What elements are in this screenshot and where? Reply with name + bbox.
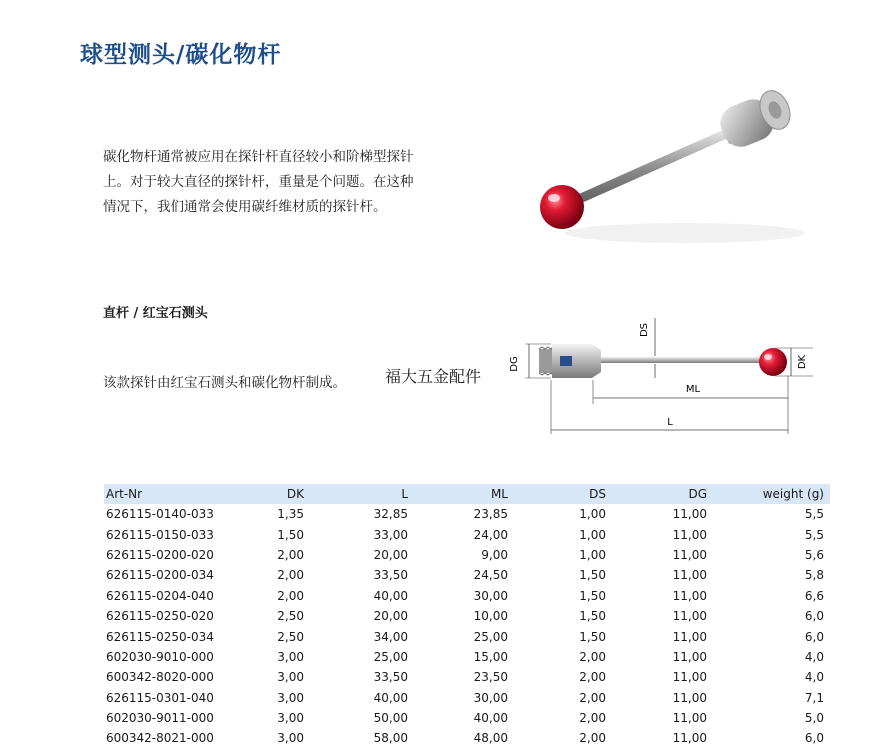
table-cell: 20,00: [373, 547, 408, 562]
table-cell: 3,00: [277, 649, 304, 664]
table-row: [104, 586, 830, 606]
table-cell: 2,00: [277, 568, 304, 583]
table-cell: 1,50: [277, 527, 304, 542]
table-cell: 40,00: [373, 690, 408, 705]
table-cell: 11,00: [672, 649, 707, 664]
table-cell: 2,00: [579, 711, 606, 726]
intro-paragraph: [103, 145, 463, 220]
table-cell: 1,50: [579, 609, 606, 624]
table-cell: 23,85: [473, 507, 508, 522]
watermark-text: 福大五金配件: [385, 367, 482, 386]
table-cell: 5,5: [804, 527, 824, 542]
table-cell: 11,00: [672, 629, 707, 644]
table-cell: 5,5: [804, 507, 824, 522]
table-cell: 24,50: [473, 568, 508, 583]
intro-line: 情况下，我们通常会使用碳纤维材质的探针杆。: [103, 199, 387, 215]
table-row: [104, 626, 830, 646]
table-cell: 6,0: [804, 609, 824, 624]
table-row: [104, 708, 830, 728]
table-cell: 11,00: [672, 609, 707, 624]
dim-label-dg: DG: [509, 356, 520, 372]
table-cell: 626115-0204-040: [106, 588, 214, 603]
table-cell: 9,00: [481, 547, 508, 562]
intro-line: 上。对于较大直径的探针杆，重量是个问题。在这种: [103, 174, 414, 190]
table-cell: 5,0: [804, 711, 824, 726]
page-title: 球型测头/碳化物杆: [80, 41, 282, 68]
dim-label-l: L: [667, 417, 673, 428]
table-cell: 2,50: [277, 609, 304, 624]
table-cell: 626115-0250-020: [106, 609, 214, 624]
table-cell: 24,00: [473, 527, 508, 542]
table-cell: 6,0: [804, 731, 824, 746]
table-cell: 602030-9011-000: [106, 711, 214, 726]
table-cell: 11,00: [672, 670, 707, 685]
col-header-l: L: [401, 487, 408, 501]
table-row: [104, 688, 830, 708]
table-cell: 626115-0250-034: [106, 629, 214, 644]
table-cell: 48,00: [473, 731, 508, 746]
table-cell: 25,00: [473, 629, 508, 644]
table-row: [104, 647, 830, 667]
stylus-illustration: [525, 88, 815, 258]
table-cell: 11,00: [672, 731, 707, 746]
col-header-art-nr: Art-Nr: [106, 487, 143, 501]
dim-label-ml: ML: [685, 384, 701, 395]
table-cell: 626115-0140-033: [106, 507, 214, 522]
table-cell: 11,00: [672, 711, 707, 726]
col-header-dk: DK: [286, 487, 304, 501]
table-cell: 600342-8021-000: [106, 731, 214, 746]
table-cell: 5,8: [804, 568, 824, 583]
table-cell: 7,1: [804, 690, 824, 705]
table-cell: 10,00: [473, 609, 508, 624]
table-cell: 1,00: [579, 547, 606, 562]
table-cell: 30,00: [473, 588, 508, 603]
table-row: [104, 565, 830, 585]
table-row: [104, 606, 830, 626]
table-cell: 34,00: [373, 629, 408, 644]
table-cell: 23,50: [473, 670, 508, 685]
table-cell: 32,85: [373, 507, 408, 522]
table-cell: 1,50: [579, 629, 606, 644]
table-cell: 3,00: [277, 731, 304, 746]
table-cell: 33,50: [373, 670, 408, 685]
table-cell: 11,00: [672, 690, 707, 705]
table-cell: 40,00: [473, 711, 508, 726]
table-body: [104, 504, 830, 749]
table-cell: 6,0: [804, 629, 824, 644]
table-cell: 4,0: [804, 670, 824, 685]
table-cell: 626115-0200-020: [106, 547, 214, 562]
table-row: [104, 524, 830, 544]
product-description: 该款探针由红宝石测头和碳化物杆制成。: [103, 375, 346, 391]
table-cell: 11,00: [672, 527, 707, 542]
table-cell: 1,50: [579, 568, 606, 583]
table-row: [104, 728, 830, 748]
spec-table: [104, 484, 830, 749]
table-cell: 11,00: [672, 568, 707, 583]
col-header-ml: ML: [490, 487, 508, 501]
table-cell: 11,00: [672, 588, 707, 603]
table-cell: 1,00: [579, 527, 606, 542]
table-cell: 2,00: [579, 649, 606, 664]
dim-label-ds: DS: [639, 322, 650, 338]
col-header-weight: weight (g): [762, 487, 824, 501]
section-heading: 直杆 / 红宝石测头: [103, 306, 208, 321]
col-header-ds: DS: [589, 487, 606, 501]
table-cell: 2,50: [277, 629, 304, 644]
col-header-dg: DG: [688, 487, 707, 501]
dimension-diagram: [505, 312, 825, 437]
table-cell: 20,00: [373, 609, 408, 624]
table-cell: 626115-0301-040: [106, 690, 214, 705]
table-cell: 1,35: [277, 507, 304, 522]
table-header-row: [104, 484, 830, 504]
table-cell: 11,00: [672, 507, 707, 522]
table-cell: 33,50: [373, 568, 408, 583]
table-cell: 1,50: [579, 588, 606, 603]
table-cell: 2,00: [277, 588, 304, 603]
table-cell: 30,00: [473, 690, 508, 705]
table-cell: 2,00: [579, 690, 606, 705]
table-cell: 25,00: [373, 649, 408, 664]
table-cell: 15,00: [473, 649, 508, 664]
table-cell: 2,00: [277, 547, 304, 562]
table-cell: 50,00: [373, 711, 408, 726]
table-cell: 2,00: [579, 670, 606, 685]
table-cell: 3,00: [277, 690, 304, 705]
table-row: [104, 504, 830, 524]
table-cell: 1,00: [579, 507, 606, 522]
table-cell: 626115-0150-033: [106, 527, 214, 542]
table-cell: 600342-8020-000: [106, 670, 214, 685]
table-cell: 11,00: [672, 547, 707, 562]
table-cell: 5,6: [804, 547, 824, 562]
table-cell: 626115-0200-034: [106, 568, 214, 583]
table-cell: 40,00: [373, 588, 408, 603]
table-row: [104, 545, 830, 565]
table-cell: 3,00: [277, 711, 304, 726]
intro-line: 碳化物杆通常被应用在探针杆直径较小和阶梯型探针: [103, 149, 414, 165]
table-cell: 4,0: [804, 649, 824, 664]
table-cell: 6,6: [804, 588, 824, 603]
table-cell: 602030-9010-000: [106, 649, 214, 664]
table-cell: 58,00: [373, 731, 408, 746]
table-row: [104, 667, 830, 687]
table-cell: 2,00: [579, 731, 606, 746]
table-cell: 3,00: [277, 670, 304, 685]
table-cell: 33,00: [373, 527, 408, 542]
dim-label-dk: DK: [797, 354, 808, 370]
